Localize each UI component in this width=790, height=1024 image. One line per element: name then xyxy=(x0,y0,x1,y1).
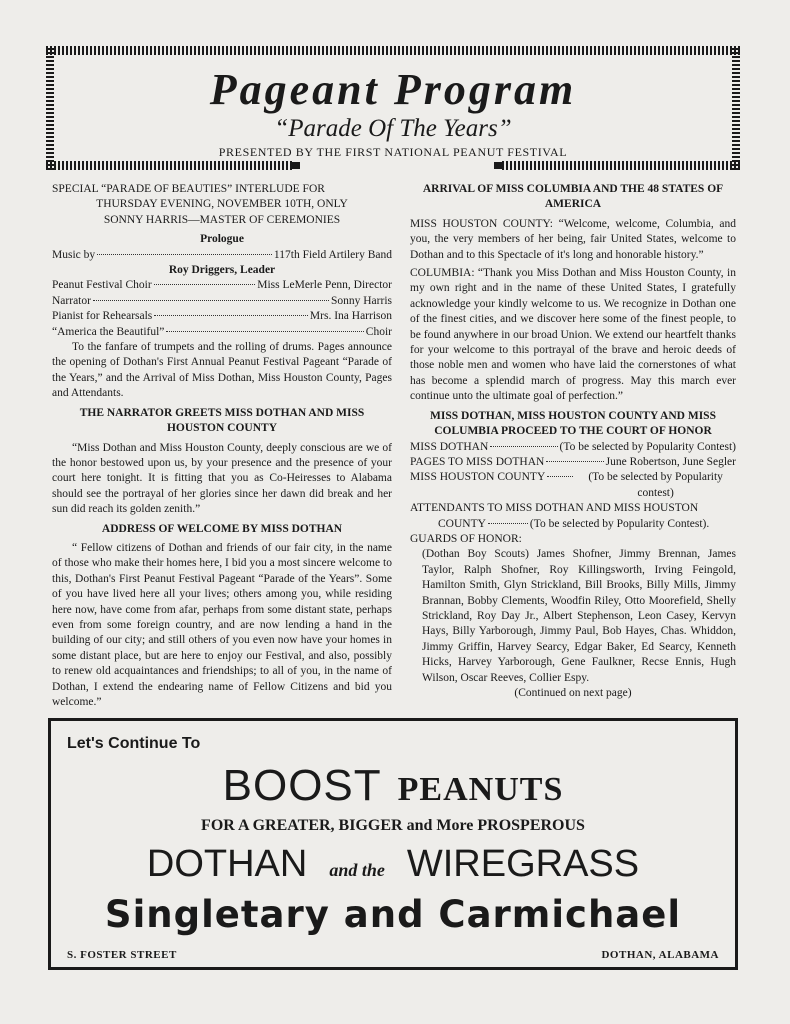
ad-dothan-word: DOTHAN xyxy=(146,843,308,885)
welcome-heading: ADDRESS OF WELCOME BY MISS DOTHAN xyxy=(101,522,343,535)
band-leader: Roy Driggers, Leader xyxy=(168,264,276,277)
narrator-paragraph: “Miss Dothan and Miss Houston County, deeply conscious are we of the honor bestowed upon us, by your presence and the presence of your court here tonight. It is fitting that you as Co-Heiresses to Alabama should see the portrayal of her glories since her dawn did break and her sun did reach its golden zenith.” xyxy=(52,441,392,516)
prologue-heading: Prologue xyxy=(200,233,244,246)
continued-note: (Continued on next page) xyxy=(514,687,632,699)
credit-label: Pianist for Rehearsals xyxy=(52,310,153,323)
attendants-row xyxy=(410,517,736,532)
ad-address: S. FOSTER STREET xyxy=(67,949,177,961)
attendants-label: COUNTY xyxy=(438,517,486,530)
ad-lets-continue: Let's Continue To xyxy=(67,735,201,752)
intro-line-2: THURSDAY EVENING, NOVEMBER 10TH, ONLY xyxy=(96,198,348,211)
credit-row xyxy=(52,278,392,293)
header-box xyxy=(46,46,740,170)
court-row xyxy=(410,470,736,501)
court-row xyxy=(410,455,736,470)
credit-value: Mrs. Ina Harrison xyxy=(309,310,392,323)
header-rule-block-left xyxy=(292,162,300,169)
welcome-paragraph: “ Fellow citizens of Dothan and friends of our fair city, in the name of those who make their homes here, I bid you a most sincere welcome to this, Dothan's First Peanut Festival Pageant “Parade of the Years”. Some of you have lived here all your lives; others among you, while residing here now, have come from afar, perhaps from some distant state, perhaps even from some foreign country, and are now lending a hand in the building of our city; and still others of you even now have your homes in some distant place, but are here to enjoy our Festival, and also, possibly to renew old acquaintances and friendships; to all of you, in the name of Dothan, I extend the endearing name of Fellow Citizens and bid you welcome.” xyxy=(52,541,392,708)
attendants-value: (To be selected by Popularity Contest). xyxy=(529,517,710,530)
credit-value: Choir xyxy=(365,325,392,338)
court-heading: MISS DOTHAN, MISS HOUSTON COUNTY AND MISS COLUMBIA PROCEED TO THE COURT OF HONOR xyxy=(430,409,716,438)
left-column xyxy=(52,182,392,710)
credit-label: Peanut Festival Choir xyxy=(52,279,152,292)
header-rule-gap xyxy=(292,161,502,170)
credit-music xyxy=(52,248,392,263)
houston-speech: MISS HOUSTON COUNTY: “Welcome, welcome, Columbia, and you, the very members of her being, fair United States, welcome to Dothan and to this Spectacle of it's long and honorable history.” xyxy=(410,217,736,261)
presented-by: PRESENTED BY THE FIRST NATIONAL PEANUT FESTIVAL xyxy=(218,145,568,159)
ad-tagline: FOR A GREATER, BIGGER and More PROSPEROUS xyxy=(201,817,585,834)
credit-value: Sonny Harris xyxy=(330,294,392,307)
intro-line-3: SONNY HARRIS—MASTER OF CEREMONIES xyxy=(103,213,341,226)
court-value: (To be selected by Popularity Contest) xyxy=(559,440,736,453)
arrival-heading: ARRIVAL OF MISS COLUMBIA AND THE 48 STATES OF AMERICA xyxy=(422,183,724,211)
credit-row xyxy=(52,325,392,340)
guards-list: (Dothan Boy Scouts) James Shofner, Jimmy Brennan, James Taylor, Ralph Shofner, Roy Killingsworth, Irving Feingold, Hamilton Smith, Glyn Strickland, Bill Brooks, Billy Mills, Jimmy Brannan, Bobby Clements, Woodfin Riley, Otto Moorefield, Shelly Strickland, Roy Day Jr., Albert Stephenson, Leon Casey, Kervyn Hays, Billy Yarborough, Jimmy Paul, Bob Hayes, Chas. Whiddon, Jimmy Griffin, Harvey Searcy, Edgar Baker, Ed Searcy, Kenneth Hicks, Harvey Yarborough, Gene Faulkner, Recse Ennis, Hugh Wilson, Oscar Reeves, Collier Espy. xyxy=(422,548,736,684)
credit-label: “America the Beautiful” xyxy=(52,325,165,338)
court-label: MISS HOUSTON COUNTY xyxy=(410,471,546,484)
intro-line-1: SPECIAL “PARADE OF BEAUTIES” INTERLUDE FOR xyxy=(52,183,325,195)
header-top-rule xyxy=(46,46,740,55)
credit-row xyxy=(52,294,392,309)
advertisement-box xyxy=(48,718,738,970)
court-row xyxy=(410,440,736,455)
credit-row xyxy=(52,309,392,324)
ad-sponsor-name: Singletary and Carmichael xyxy=(104,893,682,936)
ad-dothan-line xyxy=(51,843,735,886)
court-label: MISS DOTHAN xyxy=(410,440,489,453)
ad-peanuts-word: PEANUTS xyxy=(397,771,564,808)
ad-boost-word: BOOST xyxy=(222,761,382,810)
right-column xyxy=(410,182,736,701)
guards-heading: GUARDS OF HONOR: xyxy=(410,532,522,545)
fanfare-paragraph: To the fanfare of trumpets and the rolling of drums. Pages announce the opening of Dothan's First Annual Peanut Festival Pageant “Parade of the Years,” and the Arrival of Miss Dothan, Miss Houston County, Pages and Attendants. xyxy=(52,341,392,400)
ad-wiregrass-word: WIREGRASS xyxy=(406,843,640,885)
credit-label: Music by xyxy=(52,248,96,261)
court-value: June Robertson, June Segler xyxy=(605,455,736,468)
credit-value: 117th Field Artilery Band xyxy=(273,248,392,261)
court-value: (To be selected by Popularity contest) xyxy=(588,471,723,499)
columbia-speech: COLUMBIA: “Thank you Miss Dothan and Miss Houston County, in my own right and in the name of these United States, I gratefully acknowledge your kindly welcome to us. We recognize in Dothan one of the finest cities, and we discover here some of the finest people, to be found anywhere in our broad Union. We extend our heartfelt thanks for your welcome to this portrayal of the brave and heroic deeds of those noble men and women who have laid the cornerstones of what has become a splendid march of progress. May this march ever continue unto the ultimate goal of perfection.” xyxy=(410,267,736,403)
credit-value: Miss LeMerle Penn, Director xyxy=(257,279,392,292)
header-rule-block-right xyxy=(494,162,502,169)
attendants-line: ATTENDANTS TO MISS DOTHAN AND MISS HOUSTON xyxy=(410,502,699,515)
ad-boost-line xyxy=(51,761,735,811)
ad-and-the: and the xyxy=(329,860,385,880)
narrator-heading: THE NARRATOR GREETS MISS DOTHAN AND MISS HOUSTON COUNTY xyxy=(79,406,365,435)
ad-city: DOTHAN, ALABAMA xyxy=(601,949,719,961)
court-label: PAGES TO MISS DOTHAN xyxy=(410,455,545,468)
credit-label: Narrator xyxy=(52,294,91,307)
page-title: Pageant Program xyxy=(209,65,577,114)
page-subtitle: “Parade Of The Years” xyxy=(274,115,512,142)
